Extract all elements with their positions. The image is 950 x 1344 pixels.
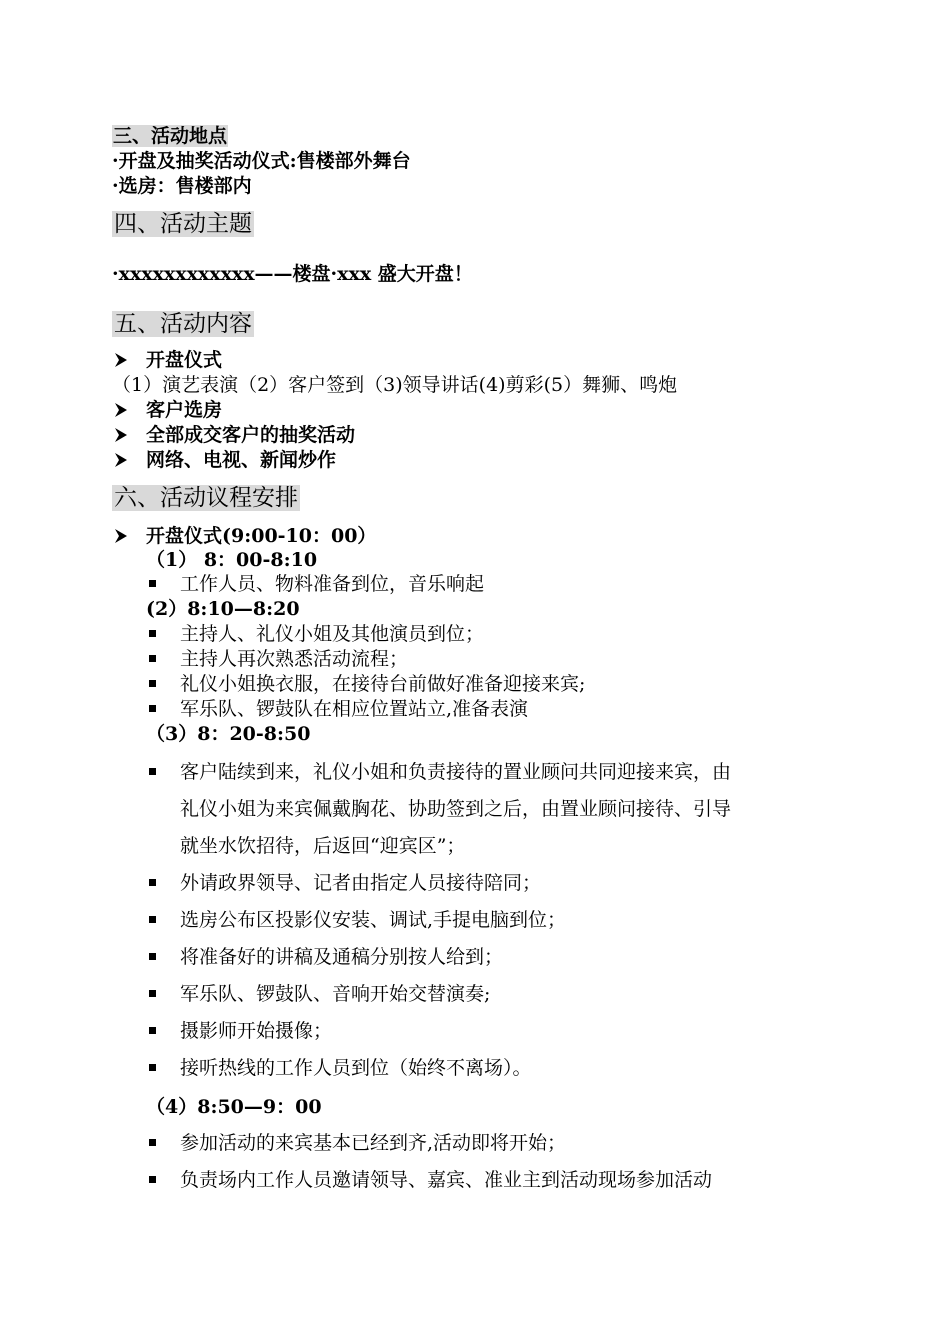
timeslot-3-item: 摄影师开始摄像； (180, 1020, 333, 1042)
arrow-bullet-icon (114, 427, 128, 443)
arrow-bullet-icon (114, 452, 128, 468)
square-bullet-icon (149, 1064, 156, 1071)
content-item-media: 网络、电视、新闻炒作 (146, 449, 337, 471)
timeslot-4-item: 参加活动的来宾基本已经到齐,活动即将开始； (180, 1132, 567, 1154)
content-item-selection: 客户选房 (146, 399, 223, 421)
section-5-heading: 五、活动内容 (114, 311, 252, 337)
square-bullet-icon (149, 879, 156, 886)
timeslot-4-item: 负责场内工作人员邀请领导、嘉宾、准业主到活动现场参加活动 (180, 1169, 713, 1191)
square-bullet-icon (149, 580, 156, 587)
timeslot-3-paragraph-line: 礼仪小姐为来宾佩戴胸花、协助签到之后，由置业顾问接待、引导 (180, 798, 732, 820)
timeslot-2-item: 礼仪小姐换衣服，在接待台前做好准备迎接来宾; (180, 673, 586, 695)
timeslot-3: （3）8：20-8:50 (146, 723, 311, 745)
square-bullet-icon (149, 768, 156, 775)
section-6-heading: 六、活动议程安排 (114, 485, 298, 511)
timeslot-1: （1） 8：00-8:10 (146, 549, 318, 571)
timeslot-2-item: 军乐队、锣鼓队在相应位置站立,准备表演 (180, 698, 529, 720)
timeslot-3-item: 军乐队、锣鼓队、音响开始交替演奏; (180, 983, 491, 1005)
venue-ceremony: ·开盘及抽奖活动仪式:售楼部外舞台 (112, 150, 411, 172)
timeslot-4: （4）8:50—9：00 (146, 1096, 322, 1118)
content-item-lottery: 全部成交客户的抽奖活动 (146, 424, 356, 446)
venue-selection: ·选房：售楼部内 (112, 175, 252, 197)
timeslot-3-paragraph-line: 就坐水饮招待，后返回“迎宾区”； (180, 835, 466, 857)
agenda-main-item: 开盘仪式(9:00-10：00） (146, 525, 377, 547)
arrow-bullet-icon (114, 402, 128, 418)
timeslot-2-item: 主持人再次熟悉活动流程； (180, 648, 409, 670)
timeslot-3-item: 将准备好的讲稿及通稿分别按人给到； (180, 946, 504, 968)
timeslot-3-paragraph-line: 客户陆续到来，礼仪小姐和负责接待的置业顾问共同迎接来宾，由 (180, 761, 732, 783)
theme-text: ·xxxxxxxxxxxx——楼盘·xxx 盛大开盘！ (112, 263, 473, 285)
timeslot-2: (2）8:10—8:20 (146, 598, 300, 620)
square-bullet-icon (149, 1027, 156, 1034)
square-bullet-icon (149, 990, 156, 997)
arrow-bullet-icon (114, 528, 128, 544)
timeslot-1-item: 工作人员、物料准备到位，音乐响起 (180, 573, 485, 595)
square-bullet-icon (149, 705, 156, 712)
square-bullet-icon (149, 916, 156, 923)
square-bullet-icon (149, 1139, 156, 1146)
opening-subitems: （1）演艺表演（2）客户签到（3)领导讲话(4)剪彩(5）舞狮、鸣炮 (112, 374, 678, 396)
section-3-heading: 三、活动地点 (113, 125, 228, 147)
square-bullet-icon (149, 1176, 156, 1183)
timeslot-3-item: 接听热线的工作人员到位（始终不离场）。 (180, 1057, 532, 1079)
square-bullet-icon (149, 655, 156, 662)
section-4-heading: 四、活动主题 (114, 211, 252, 237)
arrow-bullet-icon (114, 352, 128, 368)
timeslot-3-item: 外请政界领导、记者由指定人员接待陪同； (180, 872, 542, 894)
content-item-opening: 开盘仪式 (146, 349, 223, 371)
timeslot-2-item: 主持人、礼仪小姐及其他演员到位； (180, 623, 485, 645)
square-bullet-icon (149, 630, 156, 637)
square-bullet-icon (149, 953, 156, 960)
timeslot-3-item: 选房公布区投影仪安装、调试,手提电脑到位； (180, 909, 567, 931)
square-bullet-icon (149, 680, 156, 687)
